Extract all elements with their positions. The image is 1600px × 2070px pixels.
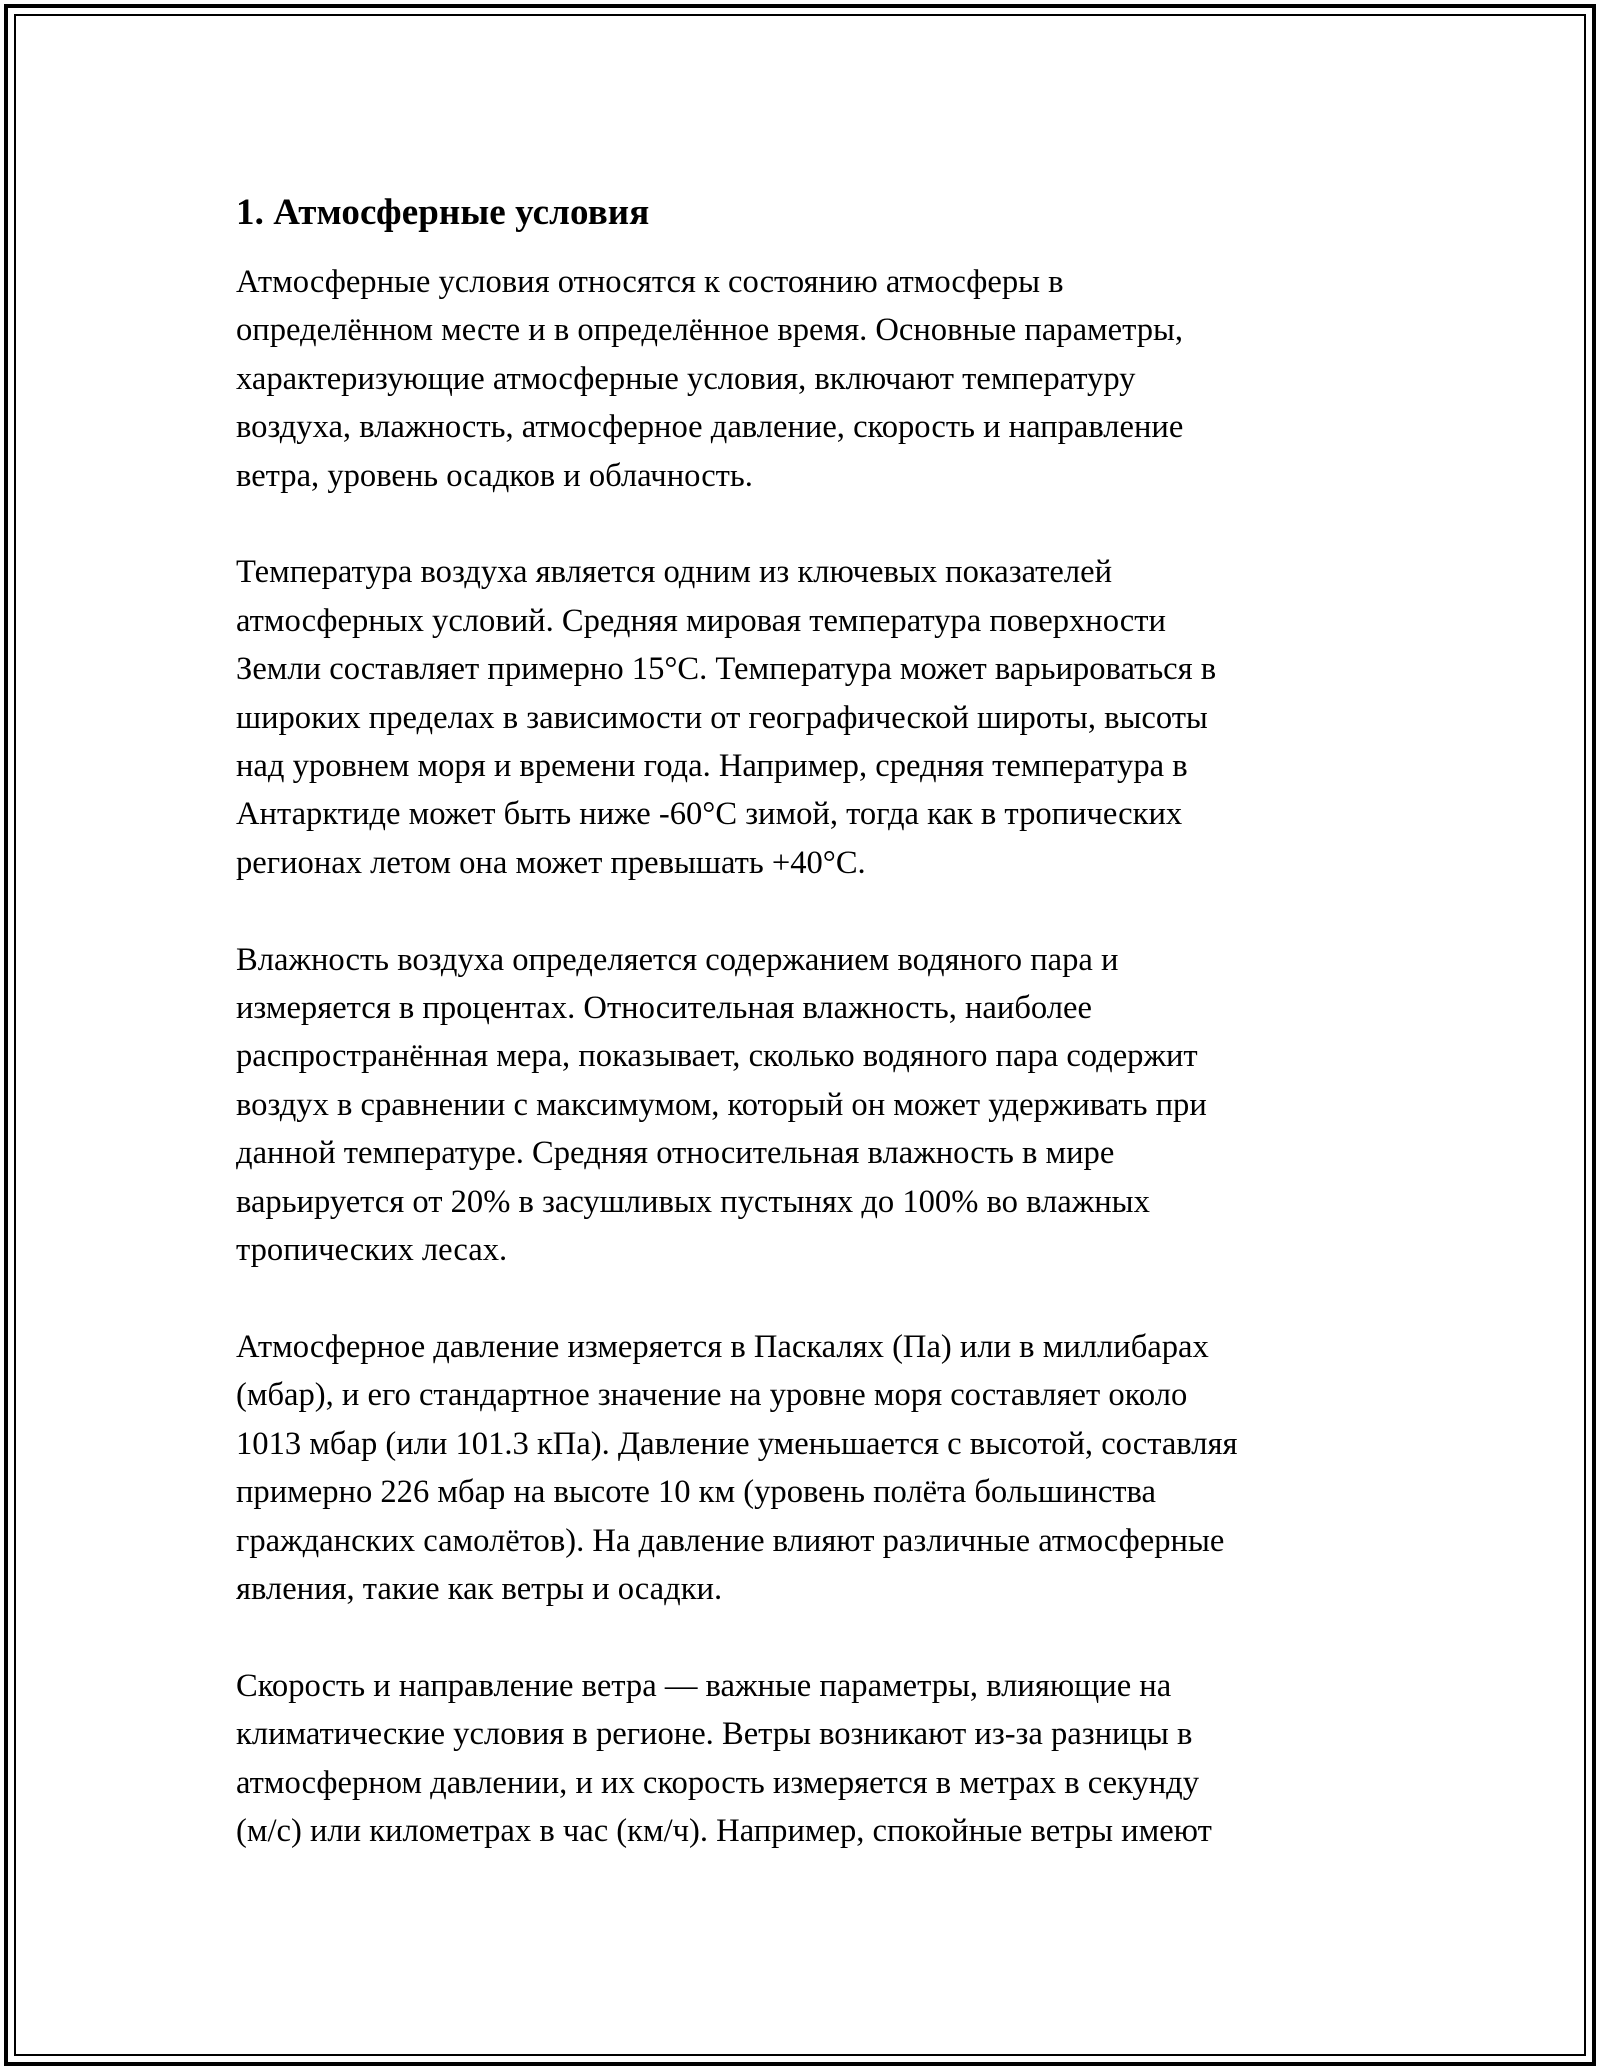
paragraph-line: данной температуре. Средняя относительная влажность в мире — [236, 1135, 1115, 1172]
paragraph-line: измеряется в процентах. Относительная влажность, наиболее — [236, 990, 1092, 1027]
paragraph-line: варьируется от 20% в засушливых пустынях до 100% во влажных — [236, 1183, 1150, 1220]
paragraph-line: климатические условия в регионе. Ветры возникают из-за разницы в — [236, 1716, 1193, 1753]
paragraph-temperature — [236, 548, 1376, 887]
paragraph-line: атмосферном давлении, и их скорость измеряется в метрах в секунду — [236, 1764, 1199, 1801]
paragraph-line: распространённая мера, показывает, сколько водяного пара содержит — [236, 1038, 1198, 1075]
paragraph-line: (м/с) или километрах в час (км/ч). Например, спокойные ветры имеют — [236, 1812, 1212, 1849]
paragraph-atmospheric-conditions — [236, 258, 1376, 500]
paragraph-line: Земли составляет примерно 15°C. Температура может варьироваться в — [236, 651, 1217, 688]
paragraph-line: воздух в сравнении с максимумом, который он может удерживать при — [236, 1086, 1207, 1123]
paragraph-line: Атмосферные условия относятся к состоянию атмосферы в — [236, 264, 1064, 300]
paragraph-line: широких пределах в зависимости от географической широты, высоты — [236, 699, 1208, 736]
paragraph-line: определённом месте и в определённое время. Основные параметры, — [236, 312, 1184, 349]
paragraph-line: характеризующие атмосферные условия, включают температуру — [236, 360, 1136, 397]
paragraph-wind — [236, 1662, 1376, 1856]
paragraph-line: Скорость и направление ветра — важные параметры, влияющие на — [236, 1667, 1172, 1704]
paragraph-line: тропических лесах. — [236, 1232, 508, 1269]
paragraph-line: гражданских самолётов). На давление влияют различные атмосферные — [236, 1522, 1225, 1559]
paragraph-line: Температура воздуха является одним из ключевых показателей — [236, 554, 1113, 591]
paragraph-line: воздуха, влажность, атмосферное давление, скорость и направление — [236, 409, 1184, 446]
paragraph-pressure — [236, 1323, 1376, 1613]
paragraph-humidity — [236, 936, 1376, 1275]
paragraph-line: 1013 мбар (или 101.3 кПа). Давление уменьшается с высотой, составляя — [236, 1425, 1238, 1462]
paragraph-line: регионах летом она может превышать +40°C. — [236, 844, 866, 881]
paragraph-line: Атмосферное давление измеряется в Паскалях (Па) или в миллибарах — [236, 1328, 1209, 1365]
paragraph-line: примерно 226 мбар на высоте 10 км (уровень полёта большинства — [236, 1474, 1156, 1511]
paragraph-line: Влажность воздуха определяется содержанием водяного пара и — [236, 941, 1119, 978]
paragraph-line: (мбар), и его стандартное значение на уровне моря составляет около — [236, 1377, 1188, 1414]
paragraph-line: ветра, уровень осадков и облачность. — [236, 457, 753, 494]
document-body — [236, 185, 1376, 1904]
section-heading: 1. Атмосферные условия — [236, 192, 650, 233]
paragraph-line: атмосферных условий. Средняя мировая температура поверхности — [236, 602, 1166, 639]
paragraph-line: явления, такие как ветры и осадки. — [236, 1570, 723, 1607]
paragraph-line: над уровнем моря и времени года. Например, средняя температура в — [236, 748, 1188, 785]
paragraph-line: Антарктиде может быть ниже -60°C зимой, тогда как в тропических — [236, 796, 1183, 833]
